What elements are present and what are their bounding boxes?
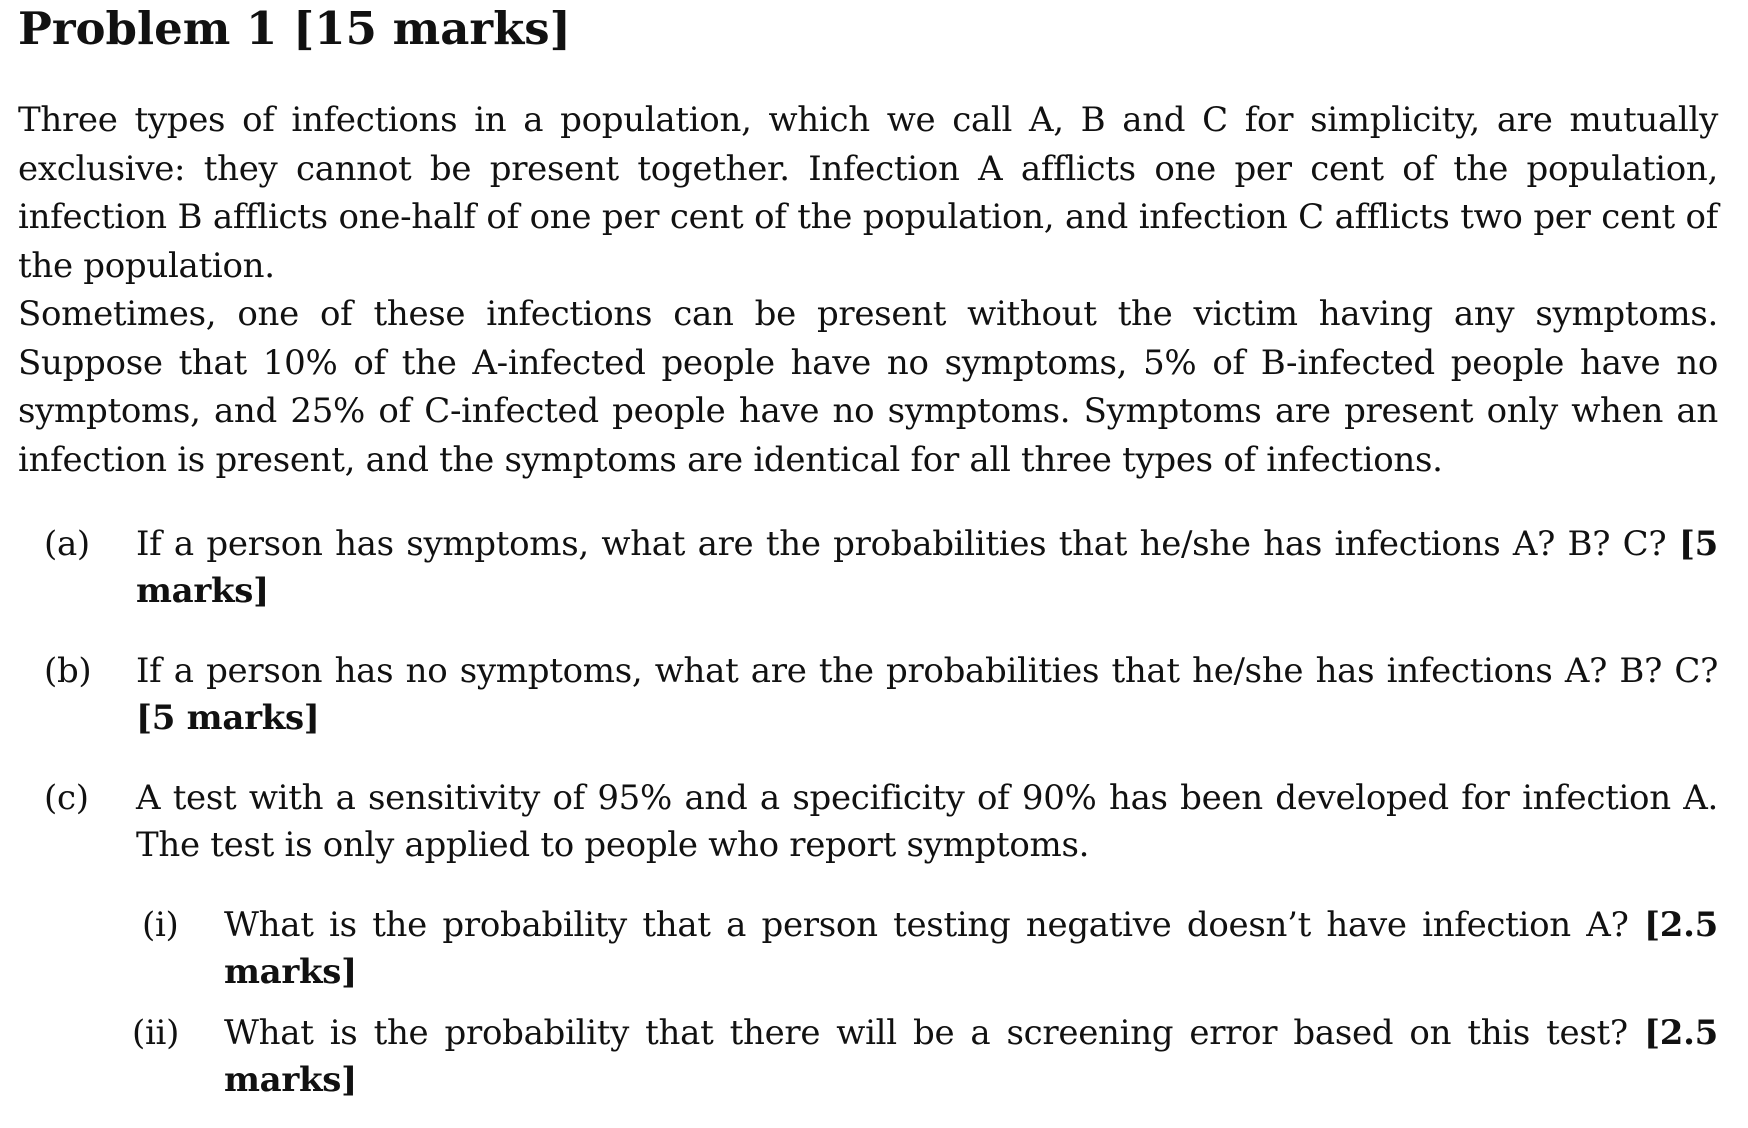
part-c-ii-body (224, 1010, 1718, 1104)
part-c-i-marks: [2.5 marks] (224, 905, 1718, 992)
part-c-ii-text: What is the probability that there will be a screening error based on this test? (224, 1013, 1628, 1053)
part-a-text: If a person has symptoms, what are the probabilities that he/she has infections A? B? C? (136, 524, 1667, 564)
part-b-marks: [5 marks] (136, 698, 320, 738)
intro-paragraph: Three types of infections in a population, which we call A, B and C for simplicity, are mutually exclusive: they cannot be present together. Infection A afflicts one per cent of the population, infection B afflicts one-half of one per cent of the population, and infection C afflicts two per cent of the population. (18, 100, 1718, 286)
part-c-ii-marks: [2.5 marks] (224, 1013, 1718, 1100)
part-b-label: (b) (44, 651, 92, 691)
part-b-body (136, 648, 1718, 742)
part-b-text: If a person has no symptoms, what are the probabilities that he/she has infections A? B? C? (136, 651, 1718, 691)
part-c-body (136, 775, 1718, 869)
part-a-body (136, 521, 1718, 615)
symptoms-paragraph: Sometimes, one of these infections can be present without the victim having any symptoms. Suppose that 10% of the A-infected people have no symptoms, 5% of B-infected people have no symptoms, and 25% of C-infected people have no symptoms. Symptoms are present only when an infection is present, and the symptoms are identical for all three types of infections. (18, 294, 1718, 480)
part-a-marks: [5 marks] (136, 524, 1718, 611)
part-c-i-text: What is the probability that a person testing negative doesn’t have infection A? (224, 905, 1629, 945)
part-c-label: (c) (44, 778, 89, 818)
part-c-ii-label: (ii) (132, 1013, 180, 1053)
part-c-i-body (224, 902, 1718, 996)
part-a-label: (a) (44, 524, 90, 564)
problem-title: Problem 1 [15 marks] (18, 2, 571, 55)
part-c-text: A test with a sensitivity of 95% and a specificity of 90% has been developed for infection A. The test is only applied to people who report symptoms. (136, 778, 1718, 865)
part-c-i-label: (i) (142, 905, 179, 945)
